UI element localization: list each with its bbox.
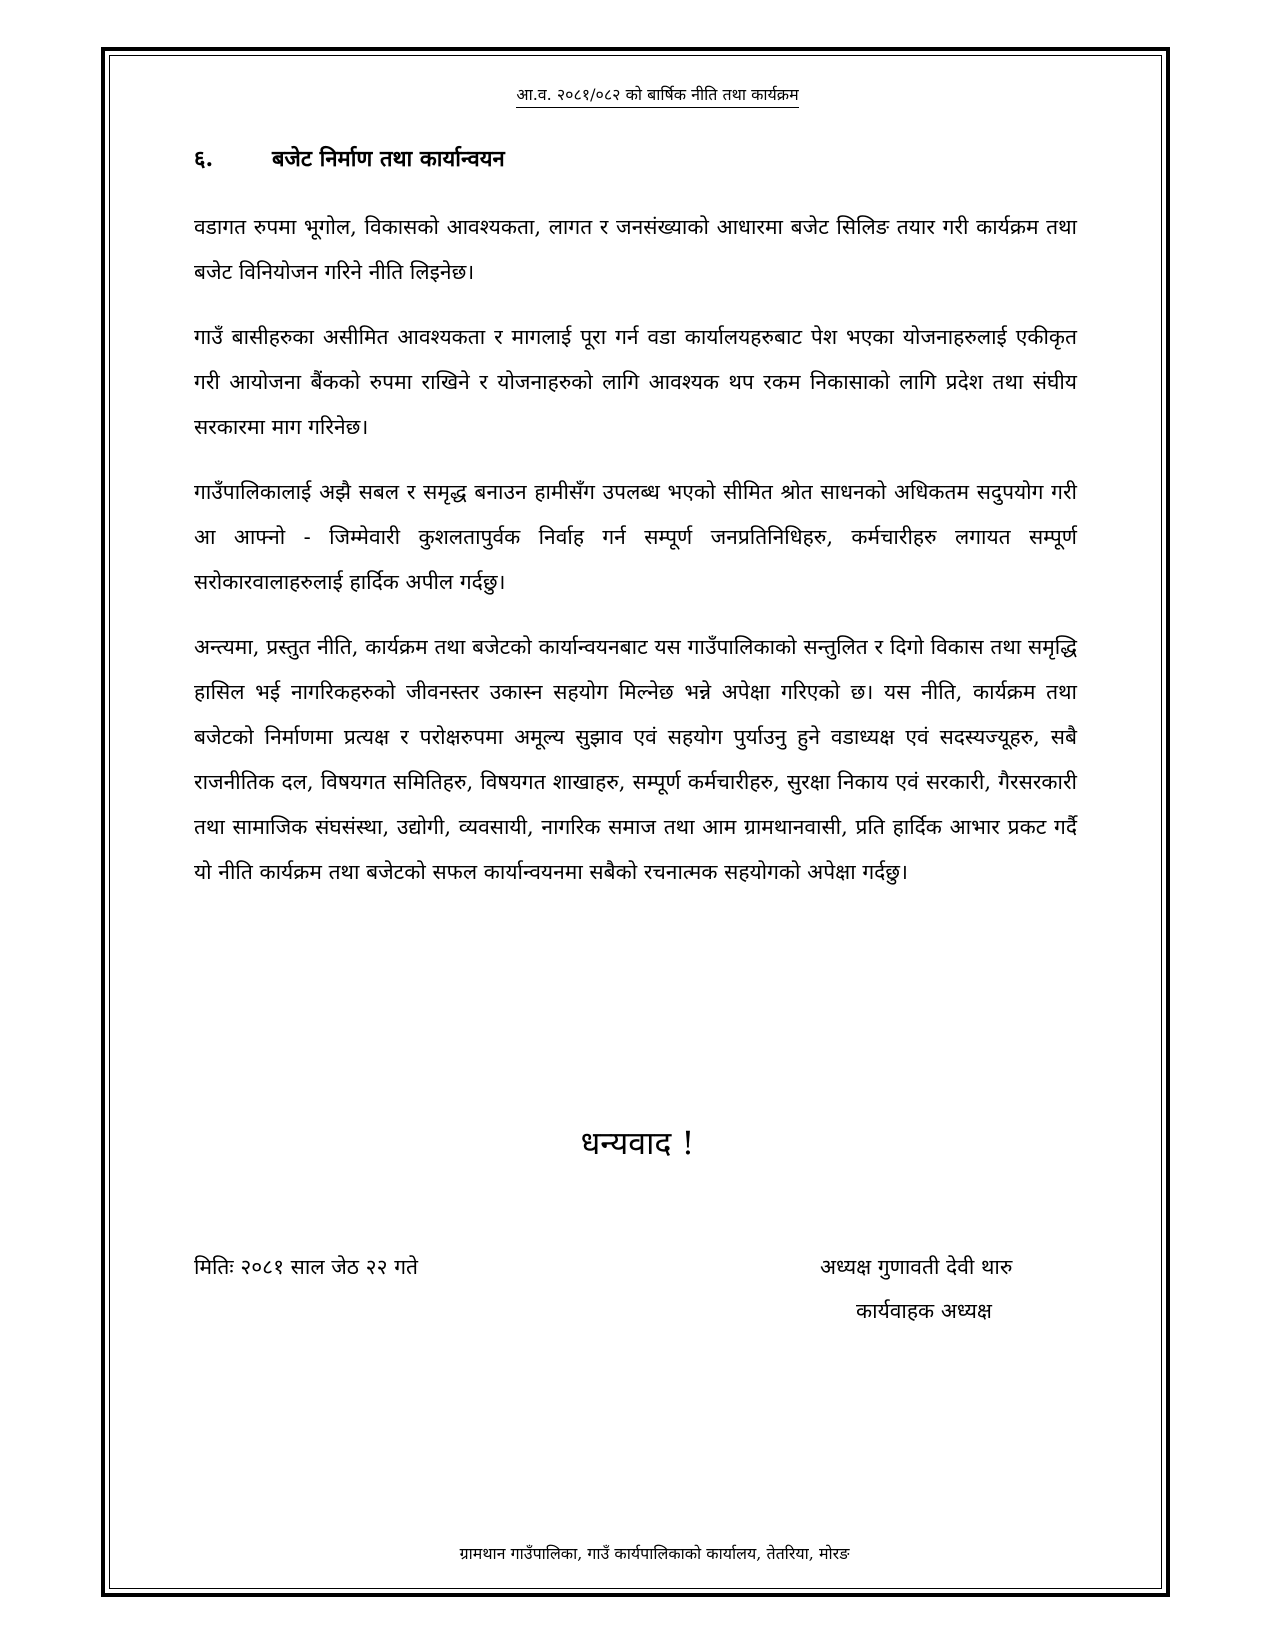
section-title: बजेट निर्माण तथा कार्यान्वयन [272, 146, 505, 172]
paragraph-conclusion: अन्त्यमा, प्रस्तुत नीति, कार्यक्रम तथा बजेटको कार्यान्वयनबाट यस गाउँपालिकाको सन्तुलित र दिगो विकास तथा समृद्धि हासिल भई नागरिकहरुको जीवनस्तर उकास्न सहयोग मिल्नेछ भन्ने अपेक्षा गरिएको छ। यस नीति, कार्यक्रम तथा बजेटको निर्माणमा प्रत्यक्ष र परोक्षरुपमा अमूल्य सुझाव एवं सहयोग पुर्याउनु हुने वडाध्यक्ष एवं सदस्यज्यूहरु, सबै राजनीतिक दल, विषयगत समितिहरु, विषयगत शाखाहरु, सम्पूर्ण कर्मचारीहरु, सुरक्षा निकाय एवं सरकारी, गैरसरकारी तथा सामाजिक संघसंस्था, उद्योगी, व्यवसायी, नागरिक समाज तथा आम ग्रामथानवासी, प्रति हार्दिक आभार प्रकट गर्दै यो नीति कार्यक्रम तथा बजेटको सफल कार्यान्वयनमा सबैको रचनात्मक सहयोगको अपेक्षा गर्दछु। [194, 635, 1077, 884]
thanks-text: धन्यवाद ! [580, 1124, 695, 1162]
page-header [0, 83, 1275, 105]
footer-text: ग्रामथान गाउँपालिका, गाउँ कार्यपालिकाको कार्यालय, तेतरिया, मोरङ [459, 1544, 850, 1563]
header-title: आ.व. २०८१/०८२ को बार्षिक नीति तथा कार्यक्रम [516, 85, 798, 108]
section-number: ६. [194, 146, 214, 172]
paragraph-budget-ceiling: वडागत रुपमा भूगोल, विकासको आवश्यकता, लागत र जनसंख्याको आधारमा बजेट सिलिङ तयार गरी कार्यक्रम तथा बजेट विनियोजन गरिने नीति लिइनेछ। [194, 215, 1077, 284]
section-heading [194, 143, 505, 173]
page-footer [0, 1542, 1275, 1564]
signatory-name: अध्यक्ष गुणावती देवी थारु [820, 1255, 1013, 1279]
paragraph-project-bank: गाउँ बासीहरुका असीमित आवश्यकता र मागलाई पूरा गर्न वडा कार्यालयहरुबाट पेश भएका योजनाहरुलाई एकीकृत गरी आयोजना बैंकको रुपमा राखिने र योजनाहरुको लागि आवश्यक थप रकम निकासाको लागि प्रदेश तथा संघीय सरकारमा माग गरिनेछ। [194, 325, 1077, 439]
date-text: मितिः २०८१ साल जेठ २२ गते [194, 1255, 418, 1279]
body-content [194, 205, 1077, 915]
signatory-title: कार्यवाहक अध्यक्ष [856, 1299, 992, 1323]
signature-block [820, 1253, 1090, 1325]
paragraph-appeal: गाउँपालिकालाई अझै सबल र समृद्ध बनाउन हामीसँग उपलब्ध भएको सीमित श्रोत साधनको अधिकतम सदुपयोग गरी आ आफ्नो - जिम्मेवारी कुशलतापुर्वक निर्वाह गर्न सम्पूर्ण जनप्रतिनिधिहरु, कर्मचारीहरु लगायत सम्पूर्ण सरोकारवालाहरुलाई हार्दिक अपील गर्दछु। [194, 480, 1077, 594]
